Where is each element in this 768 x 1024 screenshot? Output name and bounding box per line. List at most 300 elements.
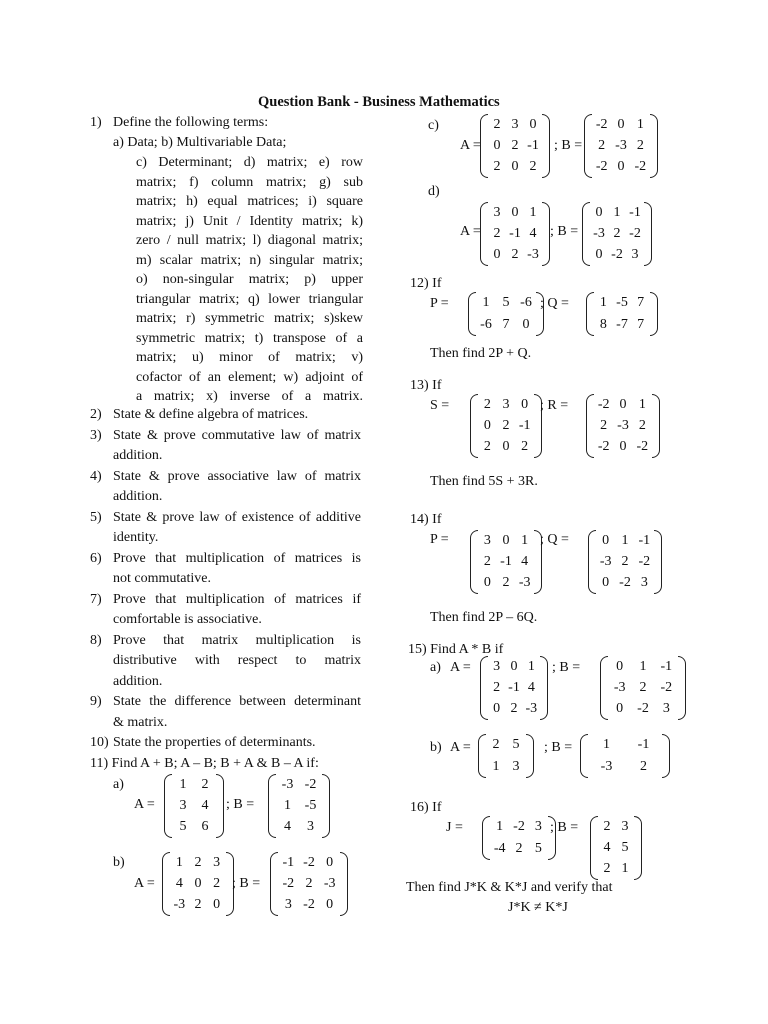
matrix-cell: -2 — [638, 553, 651, 569]
matrix-cell: 0 — [616, 658, 624, 674]
matrix-label: J = — [446, 820, 463, 835]
matrix-row — [594, 395, 652, 415]
matrix-cell: 3 — [512, 759, 520, 774]
matrix-row — [478, 573, 534, 593]
matrix-cell: 0 — [511, 159, 519, 175]
matrix-row — [590, 245, 644, 265]
matrix-cell: 1 — [603, 737, 610, 752]
matrix-row — [478, 395, 534, 415]
matrix-cell: 3 — [502, 396, 510, 412]
matrix-cell: 2 — [598, 137, 606, 153]
matrix-cell: 0 — [602, 532, 610, 548]
matrix-cell: -2 — [303, 897, 315, 913]
matrix-cell: -2 — [303, 854, 315, 870]
matrix-cell: 2 — [515, 841, 523, 856]
matrix-label: ; Q = — [540, 532, 569, 547]
question-text: addition. — [113, 673, 163, 689]
matrix-cell: 0 — [595, 247, 603, 263]
matrix-cell: -1 — [527, 137, 539, 153]
term-list-line: cofactor of an element; w) adjoint of — [136, 369, 363, 385]
matrix-label: A = — [450, 660, 471, 675]
matrix-row — [172, 817, 216, 837]
matrix-row — [596, 573, 654, 593]
matrix-cell: -1 — [629, 204, 641, 220]
matrix-cell: -1 — [638, 532, 651, 548]
matrix-row — [276, 775, 322, 795]
matrix-B — [588, 734, 662, 778]
question-number: 14) If — [410, 512, 442, 527]
subpart-label: b) — [430, 740, 442, 755]
matrix-cell: 1 — [492, 759, 500, 774]
matrix-row — [594, 416, 652, 436]
question-number: 16) If — [410, 800, 442, 815]
matrix-cell: -2 — [595, 116, 608, 132]
matrix-cell: 0 — [616, 701, 624, 717]
matrix-cell: 2 — [493, 116, 501, 132]
question-text: & matrix. — [113, 714, 168, 730]
matrix-A — [172, 774, 216, 838]
matrix-label: P = — [430, 532, 449, 547]
matrix-row — [488, 157, 542, 177]
matrix-cell: -2 — [513, 819, 525, 834]
matrix-cell: 0 — [326, 897, 334, 913]
matrix-label: P = — [430, 296, 449, 311]
matrix-P — [478, 530, 534, 594]
matrix-cell: 1 — [621, 532, 629, 548]
matrix-row — [488, 245, 542, 265]
matrix-cell: 1 — [527, 658, 535, 674]
matrix-label: ; B = — [544, 740, 573, 755]
matrix-row — [478, 437, 534, 457]
matrix-cell: 1 — [529, 204, 537, 220]
matrix-row — [170, 895, 226, 915]
matrix-cell: 1 — [638, 396, 646, 412]
matrix-cell: 0 — [529, 116, 537, 132]
page-title: Question Bank - Business Mathematics — [258, 94, 500, 110]
matrix-A — [488, 202, 542, 266]
matrix-cell: 2 — [511, 247, 519, 263]
matrix-row — [172, 775, 216, 795]
matrix-cell: -2 — [634, 159, 647, 175]
matrix-cell: 5 — [621, 839, 629, 855]
matrix-A — [486, 734, 526, 778]
matrix-cell: -3 — [613, 679, 626, 695]
matrix-cell: 0 — [483, 417, 491, 433]
matrix-cell: 2 — [483, 396, 491, 412]
matrix-cell: 2 — [492, 737, 500, 752]
term-list-line: matrix; u) minor of matrix; v) — [136, 350, 363, 365]
matrix-cell: 0 — [521, 396, 529, 412]
matrix-cell: 2 — [529, 159, 537, 175]
question-text: 15) Find A * B if — [408, 642, 504, 657]
matrix-cell: 0 — [213, 897, 221, 913]
matrix-row — [278, 853, 340, 873]
question-text: State the properties of determinants. — [113, 735, 316, 750]
matrix-row — [278, 895, 340, 915]
matrix-label: ; Q = — [540, 296, 569, 311]
matrix-row — [588, 735, 662, 755]
matrix-cell: -1 — [282, 854, 295, 870]
matrix-cell: 2 — [502, 417, 510, 433]
matrix-cell: -1 — [509, 225, 521, 241]
matrix-cell: 7 — [637, 317, 645, 332]
matrix-row — [590, 224, 644, 244]
matrix-S — [478, 394, 534, 458]
question-text: Prove that matrix multiplication is — [113, 632, 361, 648]
matrix-cell: 0 — [619, 439, 627, 455]
question-number: 13) If — [410, 378, 442, 393]
matrix-cell: 2 — [502, 575, 510, 591]
matrix-cell: 3 — [284, 897, 292, 913]
matrix-cell: 1 — [482, 295, 490, 310]
matrix-row — [608, 699, 678, 719]
matrix-cell: 1 — [599, 295, 607, 310]
matrix-cell: -3 — [173, 897, 186, 913]
matrix-row — [476, 315, 536, 335]
matrix-label: ; R = — [540, 398, 569, 413]
matrix-label: ; B = — [550, 820, 579, 835]
matrix-row — [478, 531, 534, 551]
matrix-row — [608, 657, 678, 677]
term-list-line: triangular matrix; q) lower triangular — [136, 291, 363, 307]
matrix-cell: -2 — [282, 875, 295, 891]
matrix-cell: 2 — [613, 225, 621, 241]
matrix-cell: 2 — [603, 861, 611, 877]
matrix-cell: 3 — [534, 819, 542, 834]
matrix-cell: 2 — [493, 159, 501, 175]
matrix-cell: -1 — [660, 658, 673, 674]
matrix-cell: 3 — [493, 658, 501, 674]
matrix-cell: 2 — [603, 818, 611, 834]
matrix-cell: 0 — [510, 658, 518, 674]
matrix-cell: 3 — [493, 204, 501, 220]
matrix-cell: 8 — [599, 317, 607, 332]
matrix-cell: -6 — [520, 295, 532, 310]
matrix-row — [598, 859, 634, 879]
matrix-cell: 2 — [639, 679, 647, 695]
matrix-cell: -2 — [660, 679, 673, 695]
matrix-cell: -2 — [611, 247, 623, 263]
matrix-cell: 2 — [194, 897, 202, 913]
question-text: Then find 2P – 6Q. — [430, 610, 538, 625]
matrix-cell: 1 — [496, 819, 504, 834]
matrix-cell: 2 — [600, 417, 608, 433]
matrix-Q — [596, 530, 654, 594]
question-text: Then find 2P + Q. — [430, 346, 532, 361]
matrix-cell: 5 — [534, 841, 542, 856]
matrix-cell: 0 — [493, 137, 501, 153]
question-text: Then find J*K & K*J and verify that — [406, 880, 613, 895]
matrix-cell: 2 — [194, 854, 202, 870]
matrix-cell: -2 — [595, 159, 608, 175]
matrix-row — [276, 796, 322, 816]
question-text: State & prove law of existence of additive — [113, 509, 361, 525]
matrix-cell: -2 — [637, 701, 649, 717]
matrix-row — [488, 657, 540, 677]
matrix-B — [278, 852, 340, 916]
question-number: 1) — [90, 115, 102, 130]
matrix-label: A = — [450, 740, 471, 755]
matrix-row — [488, 115, 542, 135]
matrix-cell: 1 — [175, 854, 183, 870]
question-text: State & prove associative law of matrix — [113, 468, 361, 484]
matrix-cell: 4 — [603, 839, 611, 855]
matrix-cell: 1 — [639, 658, 647, 674]
matrix-label: A = — [460, 224, 481, 239]
matrix-row — [488, 678, 540, 698]
matrix-label: ; B = — [550, 224, 579, 239]
matrix-Q — [594, 292, 650, 336]
question-text: State & prove commutative law of matrix — [113, 427, 361, 443]
matrix-cell: -3 — [615, 137, 627, 153]
matrix-cell: 2 — [201, 776, 209, 792]
matrix-cell: 2 — [493, 679, 501, 695]
matrix-cell: 0 — [326, 854, 334, 870]
matrix-cell: -1 — [508, 679, 520, 695]
matrix-cell: -3 — [281, 776, 294, 792]
matrix-row — [476, 293, 536, 313]
matrix-label: ; B = — [232, 876, 261, 891]
question-subitem: a) Data; b) Multivariable Data; — [113, 135, 287, 150]
matrix-cell: 0 — [502, 439, 510, 455]
subpart-label: a) — [430, 660, 441, 675]
term-list-line: matrix; r) symmetric matrix; s)skew — [136, 311, 363, 326]
question-text: addition. — [113, 448, 163, 463]
matrix-B — [608, 656, 678, 720]
matrix-label: A = — [460, 138, 481, 153]
matrix-B — [592, 114, 650, 178]
matrix-cell: 3 — [621, 818, 629, 834]
question-number: 9) — [90, 694, 102, 709]
question-number: 10) — [90, 735, 109, 750]
matrix-row — [588, 757, 662, 777]
matrix-row — [592, 115, 650, 135]
matrix-cell: 2 — [511, 137, 519, 153]
matrix-row — [488, 136, 542, 156]
matrix-row — [608, 678, 678, 698]
matrix-cell: 0 — [493, 701, 501, 717]
matrix-row — [490, 839, 548, 859]
matrix-cell: 3 — [511, 116, 519, 132]
matrix-cell: -1 — [637, 737, 650, 752]
matrix-row — [478, 552, 534, 572]
question-text: J*K ≠ K*J — [508, 900, 568, 915]
matrix-row — [488, 203, 542, 223]
question-text: distributive with respect to matrix — [113, 653, 361, 668]
matrix-cell: -2 — [636, 439, 649, 455]
term-list-line: matrix; h) equal matrices; i) square — [136, 194, 363, 209]
matrix-A — [170, 852, 226, 916]
matrix-row — [590, 203, 644, 223]
matrix-cell: 1 — [621, 861, 629, 877]
matrix-cell: -5 — [616, 295, 628, 310]
matrix-cell: 0 — [602, 575, 610, 591]
question-number: 6) — [90, 550, 102, 566]
matrix-cell: 5 — [502, 295, 510, 310]
question-text: Prove that multiplication of matrices is — [113, 550, 361, 566]
matrix-B — [590, 202, 644, 266]
matrix-cell: 4 — [527, 679, 535, 695]
matrix-row — [488, 699, 540, 719]
subpart-label: a) — [113, 777, 124, 792]
matrix-cell: -3 — [323, 875, 336, 891]
question-text: comfortable is associative. — [113, 612, 262, 627]
question-text: State the difference between determinant — [113, 694, 361, 709]
matrix-cell: 2 — [640, 759, 647, 774]
matrix-cell: 3 — [307, 819, 314, 835]
matrix-row — [592, 157, 650, 177]
question-number: 5) — [90, 509, 102, 525]
term-list-line: matrix; f) column matrix; g) sub — [136, 174, 363, 190]
matrix-cell: 3 — [483, 532, 491, 548]
matrix-cell: -4 — [493, 841, 506, 856]
matrix-row — [598, 838, 634, 858]
matrix-cell: 1 — [636, 116, 644, 132]
matrix-cell: 7 — [502, 317, 510, 332]
matrix-row — [596, 531, 654, 551]
matrix-cell: -2 — [597, 439, 610, 455]
matrix-cell: -2 — [619, 575, 631, 591]
matrix-cell: 0 — [483, 575, 491, 591]
matrix-cell: 4 — [284, 819, 291, 835]
matrix-cell: 2 — [621, 553, 629, 569]
matrix-cell: -3 — [525, 701, 538, 717]
matrix-cell: -3 — [518, 575, 531, 591]
question-number: 3) — [90, 427, 102, 443]
matrix-cell: -1 — [500, 553, 512, 569]
matrix-row — [488, 224, 542, 244]
term-list-line: a matrix; x) inverse of a matrix. — [136, 389, 363, 404]
subpart-label: c) — [428, 118, 439, 133]
matrix-cell: 2 — [638, 417, 646, 433]
matrix-cell: 0 — [617, 159, 625, 175]
question-number: 12) If — [410, 276, 442, 291]
matrix-cell: 1 — [521, 532, 529, 548]
matrix-cell: -3 — [527, 247, 539, 263]
matrix-row — [486, 757, 526, 777]
matrix-cell: 6 — [201, 819, 209, 835]
matrix-cell: 2 — [510, 701, 518, 717]
question-text: Prove that multiplication of matrices if — [113, 591, 361, 607]
matrix-A — [488, 114, 542, 178]
matrix-row — [478, 416, 534, 436]
term-list-line: matrix; j) Unit / Identity matrix; k) — [136, 213, 363, 229]
matrix-label: S = — [430, 398, 450, 413]
matrix-label: A = — [134, 876, 155, 891]
question-number: 7) — [90, 591, 102, 607]
matrix-cell: 0 — [619, 396, 627, 412]
term-list-line: c) Determinant; d) matrix; e) row — [136, 155, 363, 170]
term-list-line: m) scalar matrix; n) singular matrix; — [136, 252, 363, 268]
matrix-cell: -7 — [616, 317, 628, 332]
matrix-label: ; B = — [554, 138, 583, 153]
matrix-cell: -1 — [518, 417, 531, 433]
matrix-cell: 4 — [175, 875, 183, 891]
question-number: 4) — [90, 468, 102, 484]
matrix-cell: -3 — [600, 759, 613, 774]
matrix-cell: 0 — [617, 116, 625, 132]
matrix-cell: 2 — [521, 439, 529, 455]
matrix-cell: 0 — [511, 204, 519, 220]
matrix-cell: -2 — [629, 225, 641, 241]
matrix-row — [276, 817, 322, 837]
matrix-cell: 5 — [512, 737, 520, 752]
matrix-cell: 4 — [201, 797, 209, 813]
question-number: 2) — [90, 407, 102, 422]
matrix-row — [592, 136, 650, 156]
question-text: 11) Find A + B; A – B; B + A & B – A if: — [90, 756, 319, 771]
matrix-cell: 4 — [521, 553, 529, 569]
matrix-label: ; B = — [552, 660, 581, 675]
term-list-line: zero / null matrix; l) diagonal matrix; — [136, 233, 363, 248]
matrix-cell: 0 — [502, 532, 510, 548]
matrix-cell: -5 — [304, 797, 317, 813]
matrix-row — [594, 315, 650, 335]
matrix-cell: -3 — [617, 417, 629, 433]
question-text: not commutative. — [113, 571, 211, 586]
matrix-P — [476, 292, 536, 336]
matrix-cell: -3 — [593, 225, 605, 241]
question-text: Then find 5S + 3R. — [430, 474, 538, 489]
matrix-cell: -2 — [597, 396, 610, 412]
question-number: 8) — [90, 632, 102, 648]
matrix-cell: 1 — [284, 797, 291, 813]
matrix-cell: 2 — [213, 875, 221, 891]
matrix-cell: -2 — [304, 776, 317, 792]
question-text: Define the following terms: — [113, 115, 269, 130]
matrix-row — [486, 735, 526, 755]
matrix-row — [594, 293, 650, 313]
question-text: identity. — [113, 530, 159, 545]
matrix-row — [594, 437, 652, 457]
matrix-A — [488, 656, 540, 720]
matrix-cell: 1 — [179, 776, 187, 792]
term-list-line: o) non-singular matrix; p) upper — [136, 272, 363, 287]
matrix-cell: 2 — [636, 137, 644, 153]
matrix-B — [276, 774, 322, 838]
term-list-line: symmetric matrix; t) transpose of a — [136, 330, 363, 346]
matrix-cell: -3 — [599, 553, 612, 569]
matrix-row — [170, 853, 226, 873]
matrix-K — [598, 816, 634, 880]
matrix-cell: 0 — [493, 247, 501, 263]
matrix-cell: 2 — [483, 553, 491, 569]
matrix-cell: 2 — [305, 875, 313, 891]
matrix-label: ; B = — [226, 797, 255, 812]
matrix-cell: 0 — [194, 875, 202, 891]
matrix-row — [598, 817, 634, 837]
matrix-cell: 4 — [529, 225, 537, 241]
matrix-cell: 2 — [493, 225, 501, 241]
matrix-row — [172, 796, 216, 816]
matrix-cell: 3 — [179, 797, 187, 813]
question-text: State & define algebra of matrices. — [113, 407, 309, 422]
question-text: addition. — [113, 489, 163, 504]
matrix-cell: 3 — [213, 854, 221, 870]
matrix-cell: 7 — [637, 295, 645, 310]
matrix-cell: 0 — [522, 317, 530, 332]
matrix-R — [594, 394, 652, 458]
matrix-cell: 3 — [631, 247, 639, 263]
matrix-row — [278, 874, 340, 894]
matrix-row — [596, 552, 654, 572]
matrix-cell: 3 — [662, 701, 670, 717]
matrix-label: A = — [134, 797, 155, 812]
matrix-cell: 1 — [613, 204, 621, 220]
matrix-cell: 2 — [483, 439, 491, 455]
matrix-row — [490, 817, 548, 837]
matrix-cell: 5 — [179, 819, 187, 835]
